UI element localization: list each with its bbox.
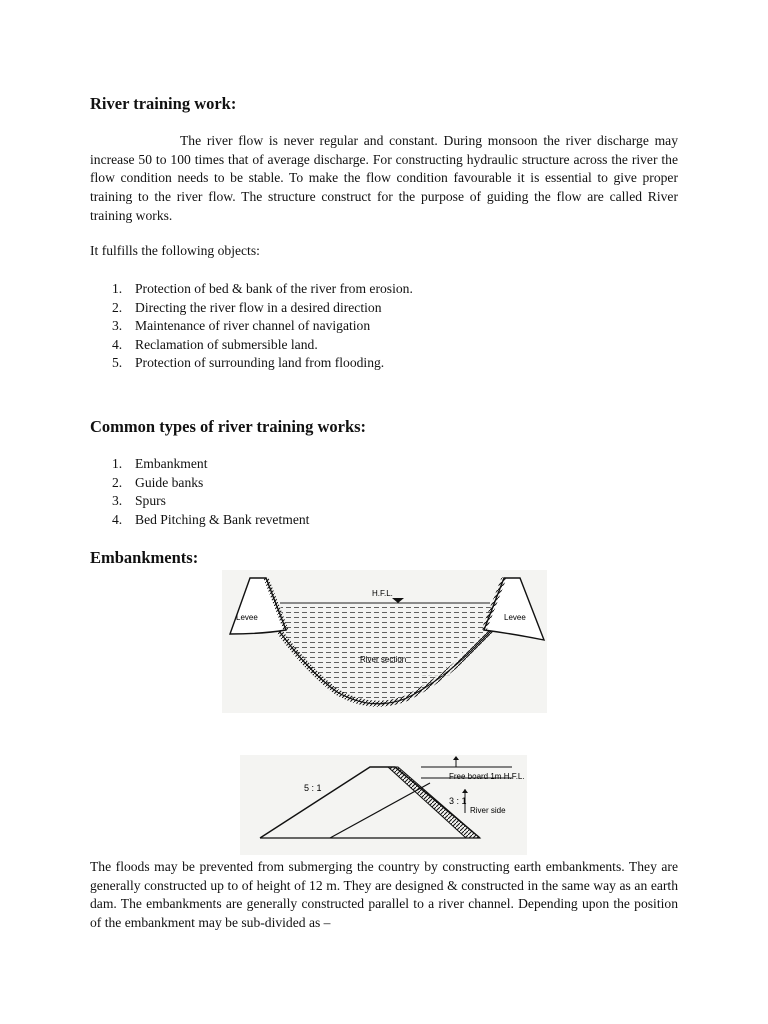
- river-section-figure: [222, 570, 547, 713]
- list-item: 4. Bed Pitching & Bank revetment: [112, 511, 310, 527]
- list-item: 4. Reclamation of submersible land.: [112, 336, 318, 352]
- objects-list: [90, 280, 413, 373]
- slope-land-label: 5 : 1: [304, 783, 322, 793]
- levee-left-label: Levee: [236, 613, 258, 622]
- river-side-label: River side: [470, 806, 506, 815]
- slope-river-label: 3 : 1: [449, 796, 467, 806]
- list-item: 3. Spurs: [112, 493, 166, 509]
- embankment-section-diagram: [240, 755, 527, 855]
- river-section-diagram: [222, 570, 547, 713]
- list-item: 1. Embankment: [112, 456, 208, 471]
- embankment-paragraph: The floods may be prevented from submerging the country by constructing earth embankments. They are generally constructed up to of height of 12 m. They are designed & constructed in the same way as an earth dam. The embankments are generally constructed parallel to a river channel. Depending upon the position of the embankment may be sub-divided as –: [90, 859, 678, 931]
- heading-river-training-work: River training work:: [90, 94, 237, 113]
- list-item: 1. Protection of bed & bank of the river from erosion.: [112, 281, 413, 296]
- hfl-label: H.F.L.: [372, 589, 393, 598]
- list-item: 3. Maintenance of river channel of navigation: [112, 318, 371, 334]
- heading-embankments: Embankments:: [90, 548, 199, 567]
- free-board-label: Free board 1m H.F.L.: [449, 772, 525, 781]
- list-item: 2. Directing the river flow in a desired direction: [112, 299, 382, 315]
- embankment-section-figure: [240, 755, 527, 855]
- intro-paragraph: The river flow is never regular and constant. During monsoon the river discharge may increase 50 to 100 times that of average discharge. For constructing hydraulic structure across the river the flow condition needs to be stable. To make the flow condition favourable it is essential to give proper training to the river flow. The structure construct for the purpose of guiding the flow are called River training works.: [90, 133, 678, 223]
- objects-lead: It fulfills the following objects:: [90, 243, 260, 258]
- list-item: 2. Guide banks: [112, 474, 204, 490]
- svg-text:~ ~ ~ ~ ~: ~ ~ ~ ~ ~: [422, 673, 451, 680]
- heading-common-types: Common types of river training works:: [90, 417, 367, 436]
- list-item: 5. Protection of surrounding land from flooding.: [112, 355, 385, 371]
- types-list: [90, 455, 309, 529]
- levee-right-label: Levee: [504, 613, 526, 622]
- river-section-label: River section: [360, 655, 407, 664]
